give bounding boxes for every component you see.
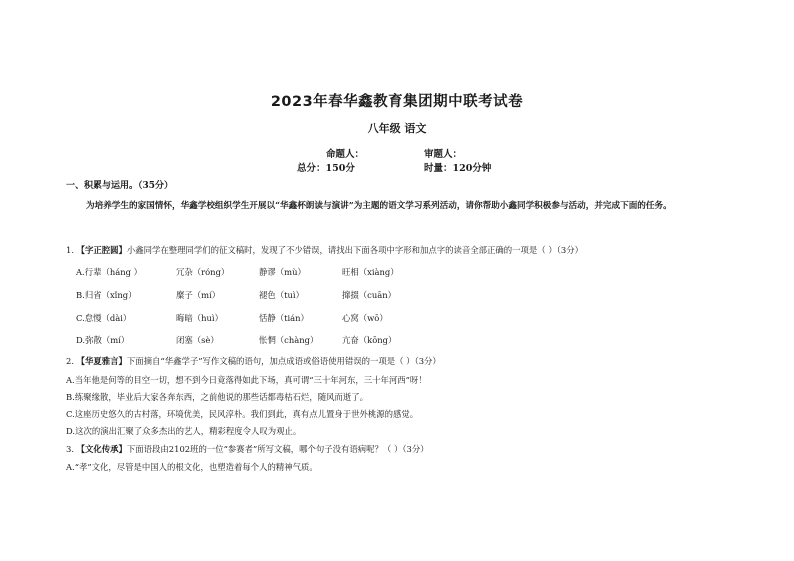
question-1 [66, 244, 583, 256]
option-item: A.行辈（háng ） [76, 267, 143, 277]
question-tag: 【文化传承】 [76, 444, 127, 454]
time-limit: 时量：120分钟 [424, 163, 492, 174]
reviewer-label: 审题人： [424, 149, 463, 160]
option-item: 冗杂（róng） [176, 267, 230, 277]
option-item: D.弥散（mí） [76, 335, 130, 345]
option-item: 静谬（mù） [259, 267, 306, 277]
question-text: 下面摘自“华鑫学子”写作文稿的语句，加点成语或俗语使用错误的一项是（ ）（3分） [126, 356, 441, 366]
option-item: 旺相（xiàng） [342, 267, 399, 277]
question-number: 2. [66, 356, 74, 366]
option-item: 恬静（tián） [259, 313, 309, 323]
question-text: 小鑫同学在整理同学们的征文稿时，发现了不少错误，请找出下面各项中字形和加点字的读音全部正确的一项是（ ）（3分） [126, 245, 583, 255]
question-number: 1. [66, 245, 74, 255]
section-heading: 一、积累与运用。（35分） [66, 181, 174, 191]
total-score: 总分：150分 [297, 163, 355, 174]
exam-subtitle: 八年级 语文 [367, 122, 427, 135]
section-intro: 为培养学生的家国情怀，华鑫学校组织学生开展以“华鑫杯朗读与演讲”为主题的语文学习系列活动，请你帮助小鑫同学积极参与活动，并完成下面的任务。 [86, 201, 672, 211]
q3-option-a: A.“孝”文化，尽管是中国人的根文化，也塑造着每个人的精神气质。 [66, 462, 318, 472]
question-tag: 【华夏雅言】 [76, 356, 127, 366]
option-item: 撺掇（cuān） [342, 290, 396, 300]
question-2 [66, 355, 441, 367]
q2-option-a: A.当年他是何等的目空一切，想不到今日竟落得如此下场，真可谓“三十年河东，三十年河西”呀！ [66, 375, 427, 385]
option-item: 晦暗（huì） [176, 313, 223, 323]
option-item: 褪色（tuì） [259, 290, 304, 300]
option-item: B.归省（xǐng） [76, 290, 137, 300]
option-item: 心窝（wō） [342, 313, 388, 323]
option-item: 亢奋（kōng） [342, 335, 397, 345]
question-text: 下面语段由2102班的一位“参赛者”所写文稿，哪个句子没有语病呢？（ ）（3分） [126, 444, 429, 454]
option-item: C.怠慢（dài） [76, 313, 132, 323]
question-3 [66, 443, 429, 455]
q2-option-d: D.这次的演出汇聚了众多杰出的艺人，精彩程度令人叹为观止。 [66, 426, 302, 436]
question-number: 3. [66, 444, 74, 454]
q2-option-c: C.这座历史悠久的古村落，环境优美，民风淳朴。我们到此，真有点儿置身于世外桃源的感觉。 [66, 409, 419, 419]
option-item: 怅惘（chàng） [259, 335, 319, 345]
exam-title: 2023年春华鑫教育集团期中联考试卷 [270, 94, 524, 110]
question-tag: 【字正腔圆】 [76, 245, 127, 255]
q2-option-b: B.练聚缘散，毕业后大家各奔东西，之前他说的那些话都毒枯石烂，随风而逝了。 [66, 392, 368, 402]
option-item: 闭塞（sè） [176, 335, 219, 345]
author-label: 命题人： [326, 149, 365, 160]
option-item: 糜子（mí） [176, 290, 221, 300]
